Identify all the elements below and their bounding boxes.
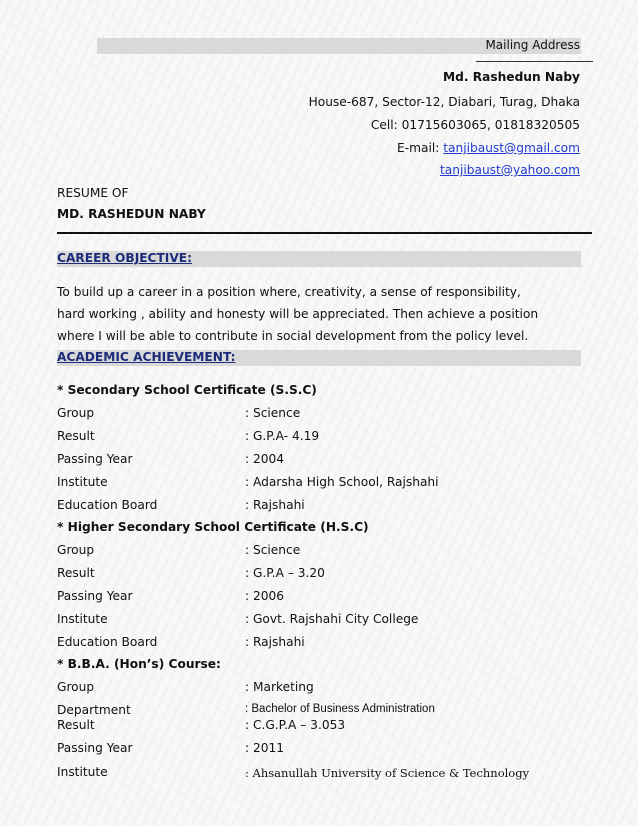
row-value: : G.P.A- 4.19	[245, 429, 320, 443]
row-value: : 2006	[245, 589, 284, 603]
career-line: To build up a career in a position where, creativity, a sense of responsibility,	[57, 285, 521, 299]
row-label: Passing Year	[57, 589, 133, 603]
row-label: Education Board	[57, 635, 158, 649]
row-label: Passing Year	[57, 741, 133, 755]
email-link-yahoo[interactable]: tanjibaust@yahoo.com	[440, 163, 580, 177]
resume-full-name: MD. RASHEDUN NABY	[57, 207, 206, 221]
row-label: Result	[57, 429, 95, 443]
row-value: : 2004	[245, 452, 284, 466]
header-address: House-687, Sector-12, Diabari, Turag, Dhaka	[308, 95, 580, 109]
header-name: Md. Rashedun Naby	[443, 70, 580, 84]
academic-heading: ACADEMIC ACHIEVEMENT:	[57, 350, 236, 364]
row-value: : Ahsanullah University of Science & Technology	[245, 766, 530, 780]
bba-title: * B.B.A. (Hon’s) Course:	[57, 657, 221, 671]
row-label: Institute	[57, 475, 108, 489]
row-value: : Adarsha High School, Rajshahi	[245, 475, 439, 489]
row-label: Group	[57, 543, 95, 557]
career-objective-heading-bar	[57, 251, 581, 267]
row-label: Institute	[57, 612, 108, 626]
row-value: : 2011	[245, 741, 284, 755]
row-label: Result	[57, 566, 95, 580]
row-value: : Science	[245, 406, 301, 420]
row-value: : Bachelor of Business Administration	[245, 703, 435, 715]
row-value: : C.G.P.A – 3.053	[245, 718, 346, 732]
career-objective-heading: CAREER OBJECTIVE:	[57, 251, 192, 265]
email-link-gmail[interactable]: tanjibaust@gmail.com	[443, 141, 580, 155]
header-email-line-2	[440, 163, 580, 177]
ssc-title: * Secondary School Certificate (S.S.C)	[57, 383, 317, 397]
row-value: : Rajshahi	[245, 498, 305, 512]
row-value: : Science	[245, 543, 301, 557]
row-label: Education Board	[57, 498, 158, 512]
row-label: Group	[57, 406, 95, 420]
email-label: E-mail:	[397, 141, 444, 155]
hsc-title: * Higher Secondary School Certificate (H.S.C)	[57, 520, 369, 534]
row-value: : G.P.A – 3.20	[245, 566, 325, 580]
resume-of-label: RESUME OF	[57, 186, 129, 200]
mailing-address-label: Mailing Address	[485, 38, 580, 52]
row-label: Result	[57, 718, 95, 732]
row-label: Institute	[57, 765, 108, 779]
row-label: Group	[57, 680, 95, 694]
header-email-line	[397, 141, 580, 155]
row-value: : Marketing	[245, 680, 314, 694]
career-line: where I will be able to contribute in social development from the policy level.	[57, 329, 529, 343]
header-rule	[476, 61, 593, 62]
academic-heading-bar	[57, 350, 581, 366]
row-value: : Govt. Rajshahi City College	[245, 612, 419, 626]
row-value: : Rajshahi	[245, 635, 305, 649]
career-line: hard working , ability and honesty will be appreciated. Then achieve a position	[57, 307, 539, 321]
row-label: Passing Year	[57, 452, 133, 466]
row-label: Department	[57, 703, 131, 717]
divider-rule	[57, 232, 592, 234]
header-cell: Cell: 01715603065, 01818320505	[370, 118, 580, 132]
